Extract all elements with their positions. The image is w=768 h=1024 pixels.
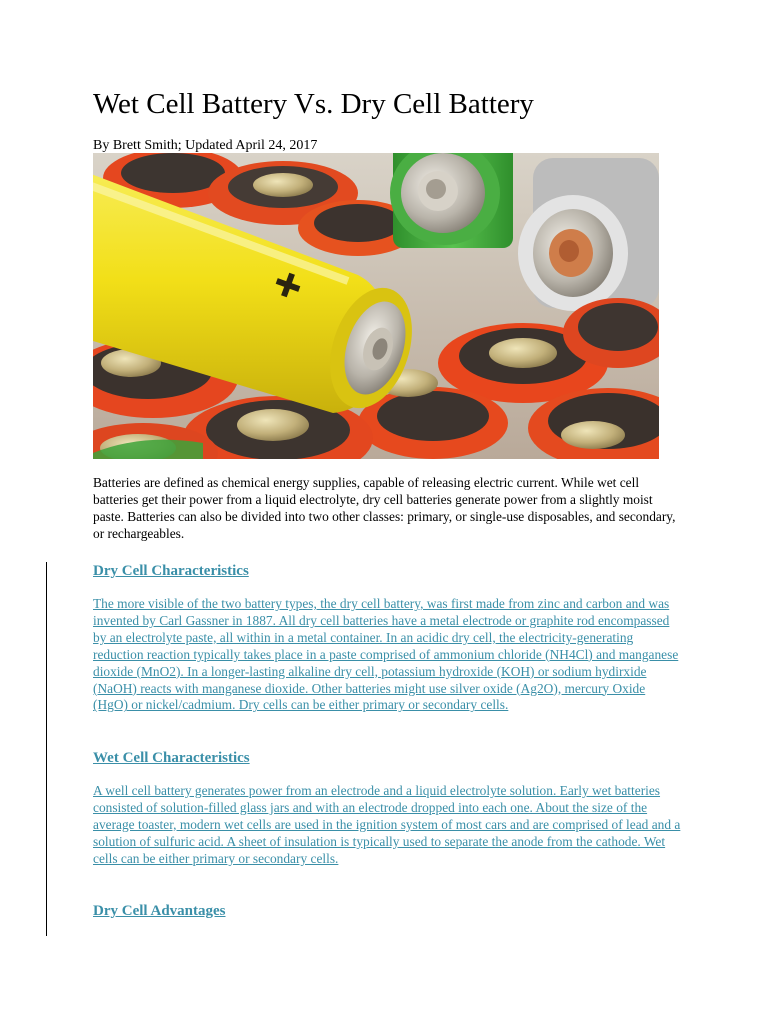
article-byline: By Brett Smith; Updated April 24, 2017 bbox=[93, 138, 318, 153]
intro-paragraph: Batteries are defined as chemical energy supplies, capable of releasing electric current. While wet cell batteries get their power from a liquid electrolyte, dry cell batteries generate power from a slightly moist paste. Batteries can also be divided into two other classes: primary, or single-use disposables, and secondary, or rechargeables. bbox=[93, 475, 676, 541]
margin-bar bbox=[46, 562, 47, 936]
heading-dry-cell-advantages[interactable]: Dry Cell Advantages bbox=[93, 903, 226, 919]
dry-cell-paragraph-link[interactable]: The more visible of the two battery types, the dry cell battery, was first made from zinc and carbon and was invented by Carl Gassner in 1887. All dry cell batteries have a metal electrode or graphite rod encompassed by an electrolyte paste, all within in a metal container. In an acidic dry cell, the electricity-generating reduction reaction typically takes place in a paste comprised of ammonium chloride (NH4Cl) and manganese dioxide (MnO2). In a longer-lasting alkaline dry cell, potassium hydroxide (KOH) or sodium hydirxide (NaOH) reacts with manganese dioxide. Other batteries might use silver oxide (Ag2O), mercury Oxide (HgO) or nickel/cadmium. Dry cells can be either primary or secondary cells. bbox=[93, 596, 679, 713]
wet-cell-paragraph-link[interactable]: A well cell battery generates power from an electrode and a liquid electrolyte solution. Early wet batteries consisted of solution-filled glass jars and with an electrode dropped into each one. About the size of the average toaster, modern wet cells are used in the ignition system of most cars and are comprised of lead and a solution of sulfuric acid. A sheet of insulation is typically used to separate the anode from the cathode. Wet cells can be either primary or secondary cells. bbox=[93, 783, 681, 866]
heading-wet-cell-characteristics[interactable]: Wet Cell Characteristics bbox=[93, 750, 250, 766]
battery-photo bbox=[93, 153, 659, 459]
article-title: Wet Cell Battery Vs. Dry Cell Battery bbox=[93, 88, 534, 120]
heading-dry-cell-characteristics[interactable]: Dry Cell Characteristics bbox=[93, 563, 249, 579]
